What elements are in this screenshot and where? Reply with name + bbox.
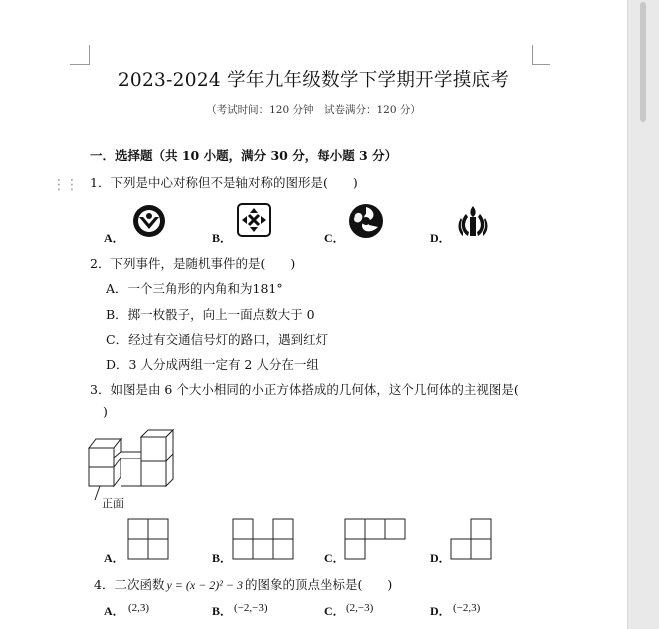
q1-option-a-label: A． [104, 231, 125, 245]
q4-stem-suffix: 的图象的顶点坐标是( ) [245, 577, 393, 592]
q2-option-b: B．掷一枚骰子，向上一面点数大于 0 [106, 307, 315, 322]
section-heading: 一．选择题（共 10 小题，满分 30 分，每小题 3 分） [90, 148, 398, 163]
q1-option-b-label: B． [212, 231, 233, 245]
q3-option-c-figure [344, 518, 406, 560]
q4-option-b-label: B． [212, 604, 233, 618]
scrollbar-thumb[interactable] [640, 2, 646, 122]
tomoe-swirl-icon [348, 203, 384, 239]
q3-option-d-figure [450, 518, 492, 560]
q2-option-d: D．3 人分成两组一定有 2 人分在一组 [106, 357, 319, 372]
question-1-stem: 1．下列是中心对称但不是轴对称的图形是( ) [90, 175, 358, 190]
q1-option-d-label: D． [430, 231, 451, 245]
q4-option-c-label: C． [324, 604, 345, 618]
q3-option-c-label: C． [324, 551, 345, 565]
drag-handle-icon[interactable]: ⋮⋮ [52, 177, 78, 193]
q4-stem-prefix: 4．二次函数 [94, 577, 165, 592]
direction-pad-icon [237, 203, 271, 237]
q3-option-a-figure [127, 518, 169, 560]
front-view-label: 正面 [102, 497, 124, 510]
question-3-stem-end: ) [103, 404, 108, 419]
document-title: 2023-2024 学年九年级数学下学期开学摸底考 [117, 70, 510, 91]
crop-mark-top-right [532, 64, 550, 65]
crop-mark-top-left [89, 45, 90, 65]
q4-option-c-value: (2,−3) [346, 602, 374, 614]
q3-option-a-label: A． [104, 551, 125, 565]
circle-emblem-icon [131, 203, 167, 239]
q2-option-a: A．一个三角形的内角和为181° [106, 281, 283, 296]
q3-option-b-figure [232, 518, 294, 560]
q4-formula: y = (x − 2)² − 3 [166, 578, 243, 592]
q4-option-a-value: (2,3) [128, 602, 150, 614]
q4-option-d-label: D． [430, 604, 451, 618]
q4-option-d-value: (−2,3) [453, 602, 481, 614]
q3-option-b-label: B． [212, 551, 233, 565]
q2-option-c: C．经过有交通信号灯的路口，遇到红灯 [106, 332, 329, 347]
crop-mark-top-left [70, 64, 90, 65]
question-4-stem [94, 575, 392, 593]
q4-option-a-label: A． [104, 604, 125, 618]
crop-mark-top-right [532, 45, 533, 65]
cube-solid-figure [86, 428, 186, 513]
q4-option-b-value: (−2,−3) [234, 602, 268, 614]
q1-option-c-label: C． [324, 231, 345, 245]
q3-option-d-label: D． [430, 551, 451, 565]
flame-emblem-icon [456, 204, 490, 238]
question-3-stem: 3．如图是由 6 个大小相同的小正方体搭成的几何体，这个几何体的主视图是( [90, 382, 519, 397]
document-subtitle: （考试时间：120 分钟 试卷满分：120 分） [206, 104, 421, 116]
question-2-stem: 2．下列事件，是随机事件的是( ) [90, 256, 296, 271]
